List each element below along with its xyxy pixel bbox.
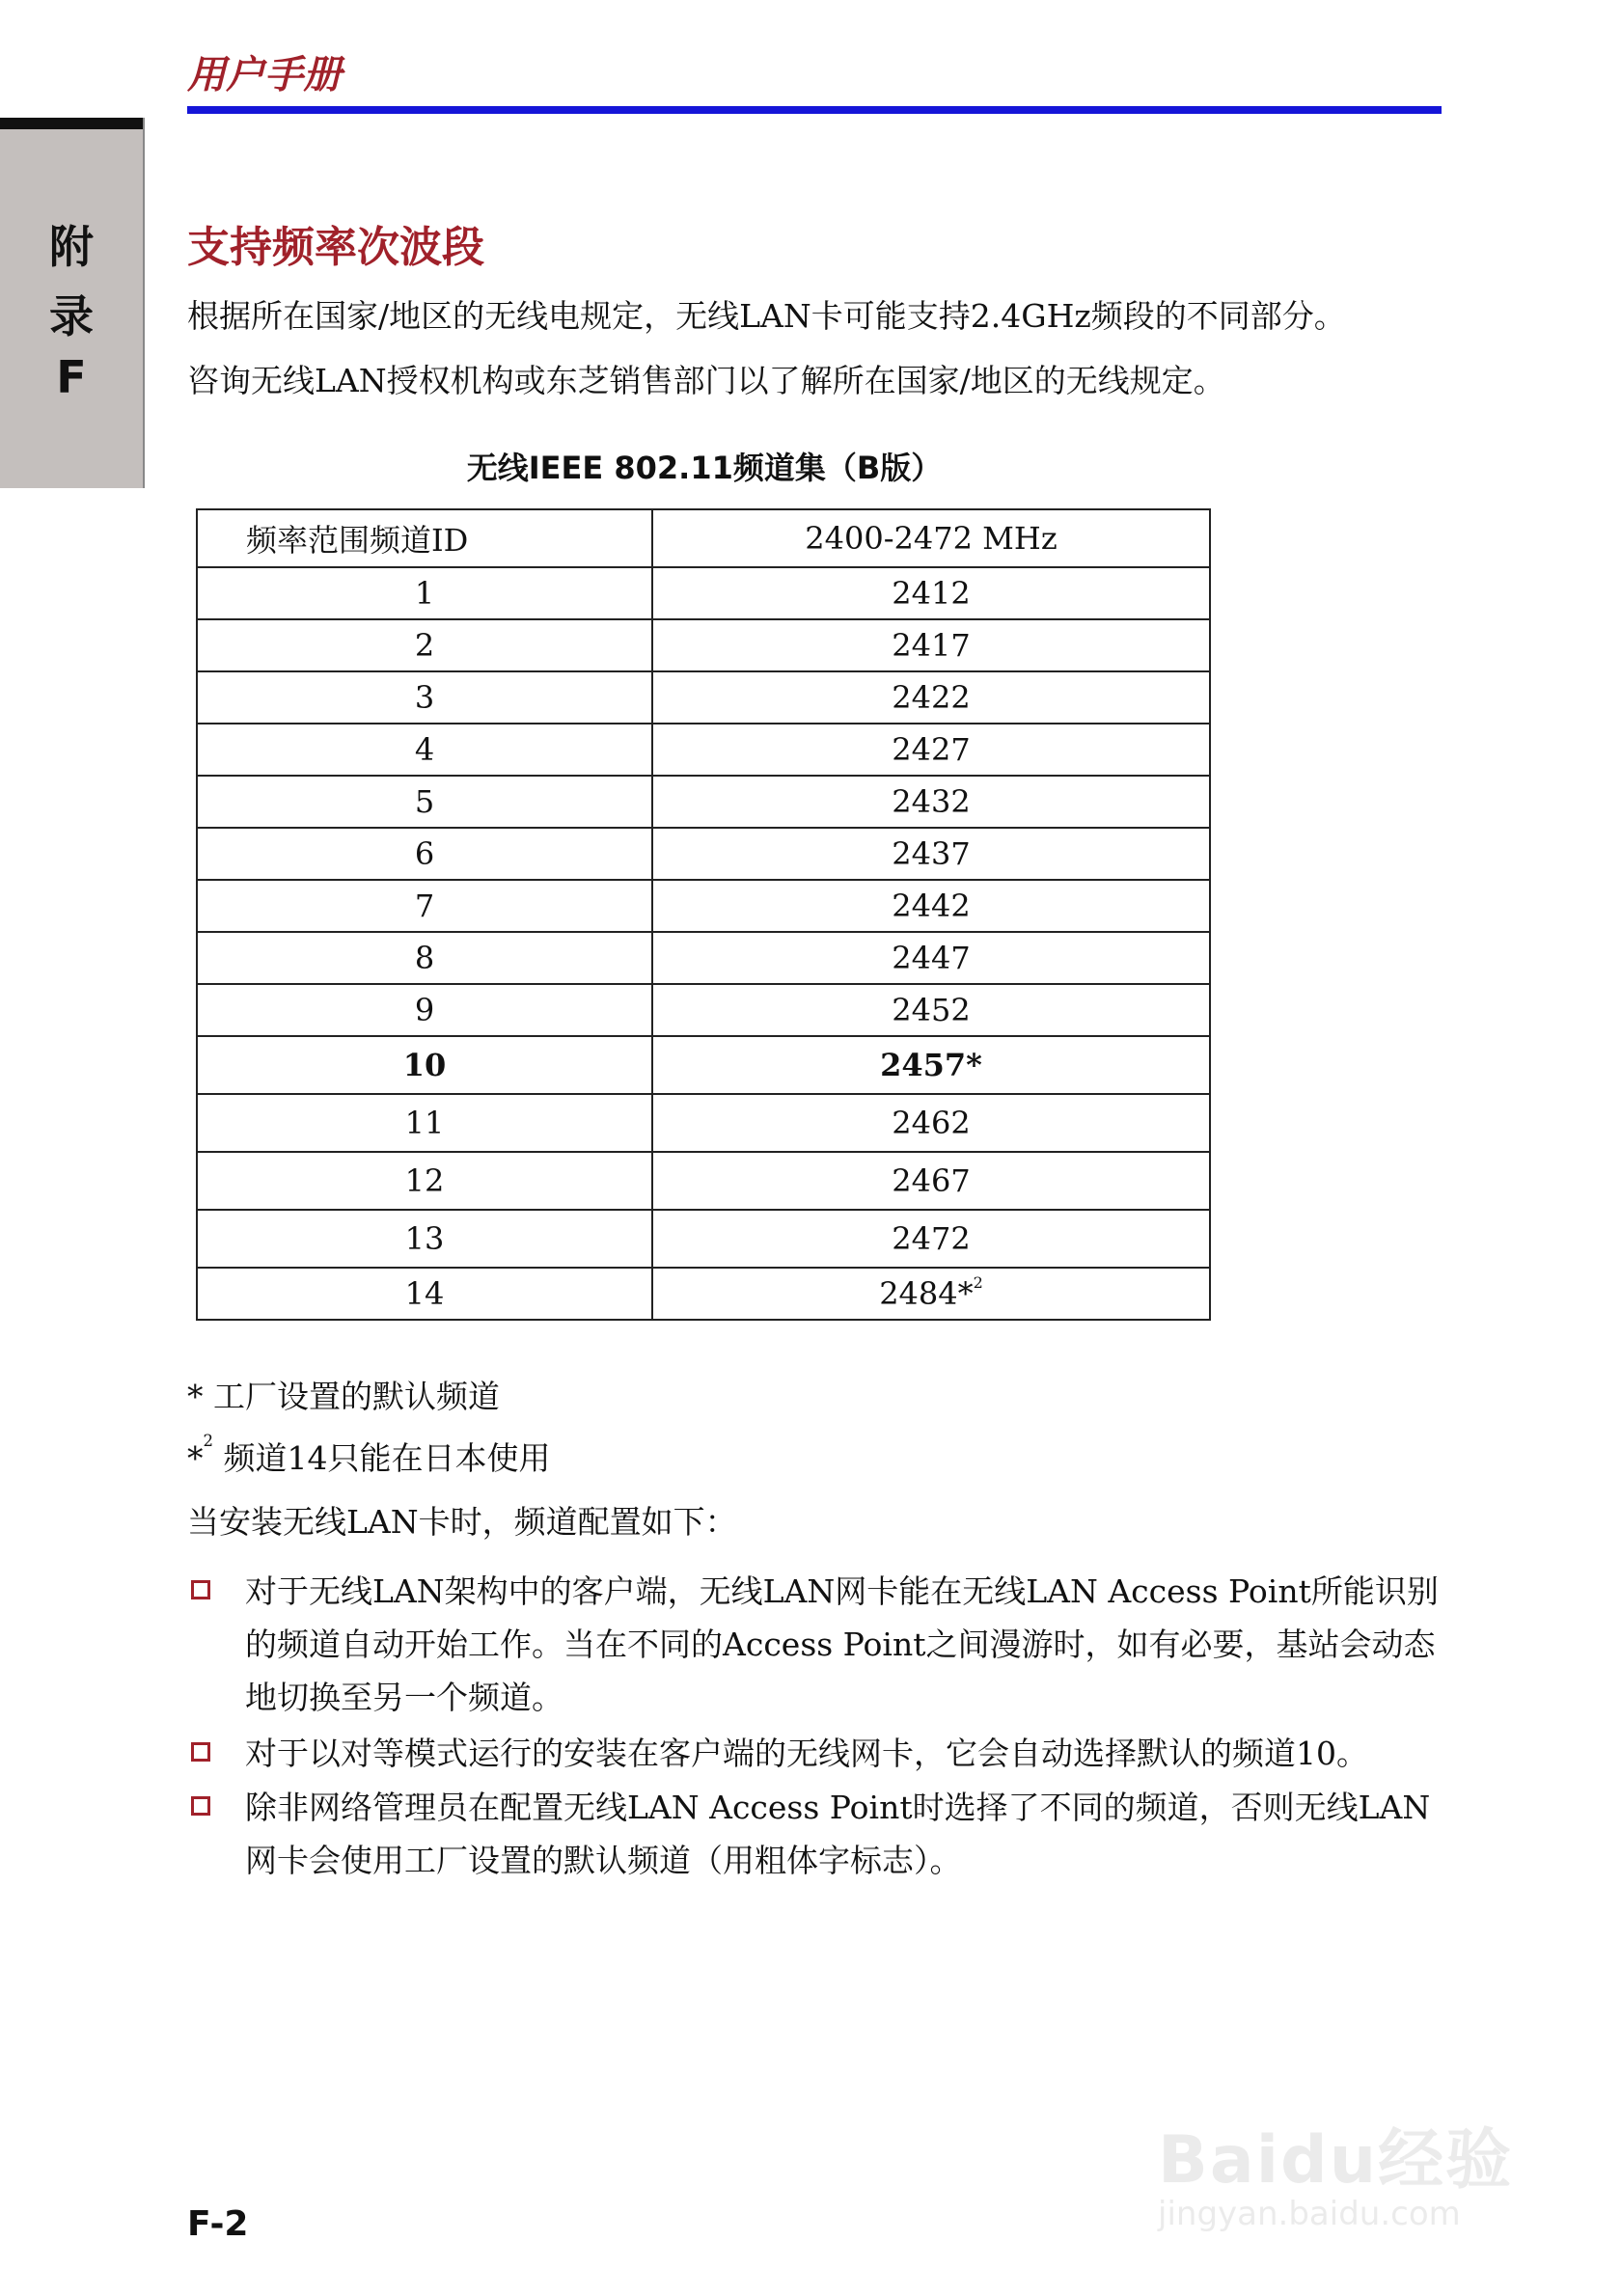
checkbox-bullet-icon <box>191 1796 210 1816</box>
table-row <box>197 984 1210 1036</box>
footnote-1: * 工厂设置的默认频道 <box>187 1378 500 1415</box>
channel-table <box>196 508 1211 1321</box>
table-header-row <box>197 509 1210 567</box>
frequency-cell: 2472 <box>652 1210 1210 1268</box>
section-title: 支持频率次波段 <box>187 223 484 272</box>
side-tab-char-1: 附 <box>49 221 94 273</box>
bullet-item-2 <box>187 1727 1451 1780</box>
footnote-marker: 2 <box>973 1273 983 1292</box>
side-tab-top-bar <box>0 118 143 129</box>
header-rule <box>187 106 1442 114</box>
frequency-cell: 2417 <box>652 619 1210 671</box>
channel-cell: 4 <box>197 724 652 776</box>
channel-cell: 2 <box>197 619 652 671</box>
frequency-cell <box>652 1268 1210 1320</box>
table-row <box>197 724 1210 776</box>
table-row <box>197 880 1210 932</box>
header-title: 用户手册 <box>187 53 342 97</box>
table-row <box>197 932 1210 984</box>
checkbox-bullet-icon <box>191 1742 210 1762</box>
frequency-cell: 2412 <box>652 567 1210 619</box>
channel-cell: 1 <box>197 567 652 619</box>
frequency-cell: 2467 <box>652 1152 1210 1210</box>
table-row-default <box>197 1036 1210 1094</box>
channel-cell: 10 <box>197 1036 652 1094</box>
footnote-2-marker: 2 <box>203 1432 213 1450</box>
config-intro: 当安装无线LAN卡时，频道配置如下： <box>187 1503 737 1541</box>
frequency-cell: 2427 <box>652 724 1210 776</box>
bullet-item-3 <box>187 1781 1451 1887</box>
channel-cell: 13 <box>197 1210 652 1268</box>
table-row <box>197 776 1210 828</box>
table-caption: 无线IEEE 802.11频道集（B版） <box>466 450 943 486</box>
bullet-item-1 <box>187 1565 1451 1724</box>
page-number: F-2 <box>187 2204 249 2244</box>
table-row <box>197 567 1210 619</box>
bullet-text-2: 对于以对等模式运行的安装在客户端的无线网卡，它会自动选择默认的频道10。 <box>245 1735 1368 1772</box>
footnote-2 <box>187 1434 550 1479</box>
channel-cell: 3 <box>197 671 652 724</box>
frequency-cell: 2447 <box>652 932 1210 984</box>
table-row <box>197 619 1210 671</box>
frequency-cell: 2437 <box>652 828 1210 880</box>
channel-cell: 8 <box>197 932 652 984</box>
header-channel-id: 频率范围频道ID <box>197 509 652 567</box>
table-row <box>197 1152 1210 1210</box>
checkbox-bullet-icon <box>191 1580 210 1599</box>
footnote-2-prefix: * <box>187 1439 204 1477</box>
side-tab-char-2: 录 <box>49 290 94 342</box>
header-frequency: 2400-2472 MHz <box>652 509 1210 567</box>
channel-cell: 9 <box>197 984 652 1036</box>
table-row <box>197 828 1210 880</box>
channel-cell: 5 <box>197 776 652 828</box>
channel-cell: 12 <box>197 1152 652 1210</box>
table-row <box>197 1094 1210 1152</box>
intro-paragraph-2: 咨询无线LAN授权机构或东芝销售部门以了解所在国家/地区的无线规定。 <box>187 362 1225 399</box>
intro-paragraph-1: 根据所在国家/地区的无线电规定，无线LAN卡可能支持2.4GHz频段的不同部分。 <box>187 297 1346 335</box>
baidu-watermark <box>1148 2069 1563 2253</box>
channel-cell: 7 <box>197 880 652 932</box>
channel-cell: 14 <box>197 1268 652 1320</box>
frequency-cell: 2432 <box>652 776 1210 828</box>
frequency-cell: 2442 <box>652 880 1210 932</box>
channel-cell: 6 <box>197 828 652 880</box>
table-row <box>197 671 1210 724</box>
frequency-value: 2484* <box>879 1275 974 1312</box>
footnote-2-text: 频道14只能在日本使用 <box>213 1439 551 1477</box>
table-row <box>197 1268 1210 1320</box>
frequency-cell: 2452 <box>652 984 1210 1036</box>
bullet-text-3: 除非网络管理员在配置无线LAN Access Point时选择了不同的频道，否则无线LAN网卡会使用工厂设置的默认频道（用粗体字标志）。 <box>245 1789 1431 1879</box>
bullet-text-1: 对于无线LAN架构中的客户端，无线LAN网卡能在无线LAN Access Point所能识别的频道自动开始工作。当在不同的Access Point之间漫游时，如有必要，基站会动态地切换至另一个频道。 <box>245 1572 1439 1716</box>
frequency-cell: 2457* <box>652 1036 1210 1094</box>
frequency-cell: 2462 <box>652 1094 1210 1152</box>
watermark-url: jingyan.baidu.com <box>1158 2195 1461 2233</box>
side-tab-char-3: F <box>56 351 87 403</box>
watermark-logo: Baidu经验 <box>1158 2122 1514 2199</box>
table-row <box>197 1210 1210 1268</box>
channel-cell: 11 <box>197 1094 652 1152</box>
appendix-side-tab <box>0 118 145 488</box>
frequency-cell: 2422 <box>652 671 1210 724</box>
